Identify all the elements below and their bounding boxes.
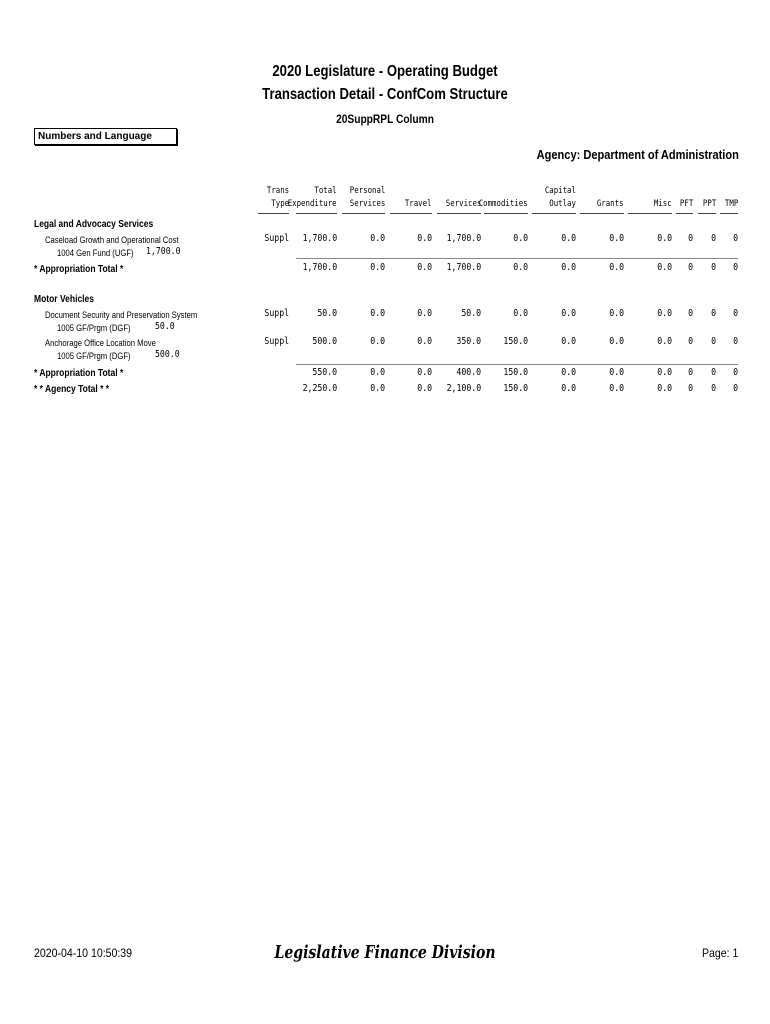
line-item-total-expenditure: 1,700.0 — [302, 233, 337, 244]
header-trans-type: Trans Type — [266, 186, 289, 209]
trans-type: Suppl — [264, 233, 289, 244]
line-item-name: Caseload Growth and Operational Cost — [45, 235, 179, 245]
appropriation-total-commodities: 0.0 — [513, 262, 528, 273]
section-heading: Motor Vehicles — [34, 294, 94, 305]
section-heading: Legal and Advocacy Services — [34, 219, 154, 230]
report-subtitle: Transaction Detail - ConfCom Structure — [262, 86, 508, 103]
appropriation-total-commodities: 150.0 — [503, 367, 528, 378]
line-item-pft: 0 — [688, 233, 693, 244]
appropriation-total-label: * Appropriation Total * — [34, 368, 124, 379]
appropriation-total-grants: 0.0 — [609, 262, 624, 273]
line-item-ppt: 0 — [711, 233, 716, 244]
appropriation-total-capital-outlay: 0.0 — [561, 367, 576, 378]
header-pft: PFT — [679, 199, 693, 209]
agency-total-personal-services: 0.0 — [370, 383, 385, 394]
header-ppt: PPT — [702, 199, 716, 209]
appropriation-total-tmp: 0 — [733, 262, 738, 273]
line-item-name: Anchorage Office Location Move — [45, 338, 156, 348]
appropriation-total-travel: 0.0 — [417, 367, 432, 378]
line-item-travel: 0.0 — [417, 308, 432, 319]
subtotal-rule — [296, 364, 738, 365]
line-item-personal-services: 0.0 — [370, 308, 385, 319]
header-personal-services-underline — [342, 213, 385, 214]
header-commodities-underline — [484, 213, 528, 214]
appropriation-total-tmp: 0 — [733, 367, 738, 378]
line-item-misc: 0.0 — [657, 336, 672, 347]
trans-type: Suppl — [264, 308, 289, 319]
footer-page-number: Page: 1 — [701, 946, 738, 960]
line-item-capital-outlay: 0.0 — [561, 336, 576, 347]
report-title: 2020 Legislature - Operating Budget — [272, 63, 498, 80]
agency-total-grants: 0.0 — [609, 383, 624, 394]
header-misc-underline — [628, 213, 672, 214]
line-item-grants: 0.0 — [609, 308, 624, 319]
appropriation-total-misc: 0.0 — [657, 367, 672, 378]
header-pft-underline — [676, 213, 693, 214]
fund-source: 1005 GF/Prgm (DGF) — [57, 323, 131, 333]
header-personal-services: Personal Services — [349, 186, 385, 209]
appropriation-total-pft: 0 — [688, 262, 693, 273]
line-item-personal-services: 0.0 — [370, 336, 385, 347]
header-travel-underline — [390, 213, 432, 214]
agency-total-tmp: 0 — [733, 383, 738, 394]
agency-total-ppt: 0 — [711, 383, 716, 394]
line-item-services: 1,700.0 — [446, 233, 481, 244]
header-ppt-underline — [698, 213, 716, 214]
line-item-travel: 0.0 — [417, 233, 432, 244]
line-item-pft: 0 — [688, 308, 693, 319]
fund-amount: 1,700.0 — [146, 246, 181, 257]
line-item-name: Document Security and Preservation System — [45, 310, 198, 320]
line-item-capital-outlay: 0.0 — [561, 308, 576, 319]
line-item-tmp: 0 — [733, 308, 738, 319]
column-name: 20SuppRPL Column — [336, 112, 434, 126]
appropriation-total-capital-outlay: 0.0 — [561, 262, 576, 273]
subtotal-rule — [296, 258, 738, 259]
header-grants: Grants — [597, 199, 624, 209]
appropriation-total-total-expenditure: 550.0 — [312, 367, 337, 378]
header-tmp-underline — [720, 213, 738, 214]
line-item-capital-outlay: 0.0 — [561, 233, 576, 244]
line-item-ppt: 0 — [711, 308, 716, 319]
line-item-travel: 0.0 — [417, 336, 432, 347]
line-item-total-expenditure: 50.0 — [317, 308, 337, 319]
header-capital-outlay: Capital Outlay — [544, 186, 576, 209]
footer-timestamp: 2020-04-10 10:50:39 — [34, 946, 133, 960]
line-item-services: 350.0 — [456, 336, 481, 347]
appropriation-total-services: 400.0 — [456, 367, 481, 378]
appropriation-total-pft: 0 — [688, 367, 693, 378]
agency-total-pft: 0 — [688, 383, 693, 394]
line-item-commodities: 0.0 — [513, 233, 528, 244]
appropriation-total-personal-services: 0.0 — [370, 262, 385, 273]
appropriation-total-travel: 0.0 — [417, 262, 432, 273]
appropriation-total-personal-services: 0.0 — [370, 367, 385, 378]
footer-division-signature: Legislative Finance Division — [274, 942, 496, 963]
line-item-ppt: 0 — [711, 336, 716, 347]
fund-amount: 50.0 — [155, 321, 175, 332]
line-item-tmp: 0 — [733, 336, 738, 347]
appropriation-total-total-expenditure: 1,700.0 — [302, 262, 337, 273]
header-travel: Travel — [405, 199, 432, 209]
line-item-services: 50.0 — [461, 308, 481, 319]
appropriation-total-grants: 0.0 — [609, 367, 624, 378]
line-item-personal-services: 0.0 — [370, 233, 385, 244]
appropriation-total-services: 1,700.0 — [446, 262, 481, 273]
line-item-misc: 0.0 — [657, 233, 672, 244]
appropriation-total-ppt: 0 — [711, 262, 716, 273]
agency-total-commodities: 150.0 — [503, 383, 528, 394]
agency-name: Agency: Department of Administration — [536, 147, 739, 162]
header-total-expenditure: Total Expenditure — [288, 186, 337, 209]
line-item-grants: 0.0 — [609, 233, 624, 244]
agency-total-total-expenditure: 2,250.0 — [302, 383, 337, 394]
line-item-tmp: 0 — [733, 233, 738, 244]
agency-total-travel: 0.0 — [417, 383, 432, 394]
header-misc: Misc — [654, 199, 672, 209]
fund-source: 1005 GF/Prgm (DGF) — [57, 351, 131, 361]
line-item-grants: 0.0 — [609, 336, 624, 347]
header-tmp: TMP — [724, 199, 738, 209]
numbers-language-label: Numbers and Language — [38, 131, 152, 142]
header-services-underline — [437, 213, 481, 214]
header-total-expenditure-underline — [296, 213, 337, 214]
appropriation-total-ppt: 0 — [711, 367, 716, 378]
header-trans-type-underline — [258, 213, 289, 214]
header-services: Services — [445, 199, 481, 209]
line-item-commodities: 0.0 — [513, 308, 528, 319]
trans-type: Suppl — [264, 336, 289, 347]
header-commodities: Commodities — [479, 199, 528, 209]
appropriation-total-label: * Appropriation Total * — [34, 264, 124, 275]
agency-total-misc: 0.0 — [657, 383, 672, 394]
fund-source: 1004 Gen Fund (UGF) — [57, 248, 134, 258]
appropriation-total-misc: 0.0 — [657, 262, 672, 273]
header-capital-outlay-underline — [532, 213, 576, 214]
numbers-language-box — [34, 128, 177, 145]
line-item-commodities: 150.0 — [503, 336, 528, 347]
fund-amount: 500.0 — [155, 349, 180, 360]
agency-total-capital-outlay: 0.0 — [561, 383, 576, 394]
line-item-pft: 0 — [688, 336, 693, 347]
header-grants-underline — [580, 213, 624, 214]
agency-total-label: * * Agency Total * * — [34, 384, 110, 395]
agency-total-services: 2,100.0 — [446, 383, 481, 394]
line-item-misc: 0.0 — [657, 308, 672, 319]
line-item-total-expenditure: 500.0 — [312, 336, 337, 347]
